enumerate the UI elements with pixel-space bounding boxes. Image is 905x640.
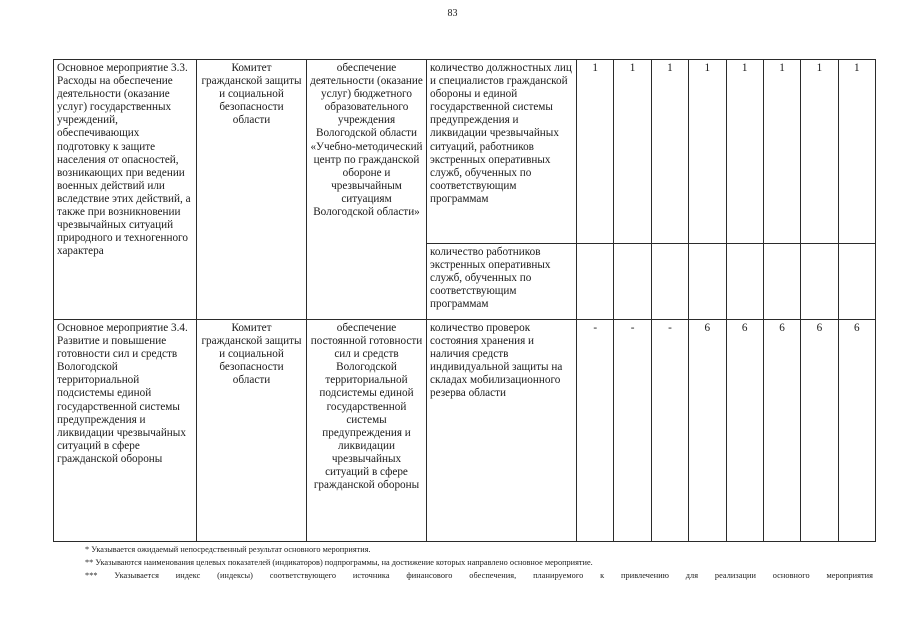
value-cell bbox=[801, 244, 838, 320]
expected-result-cell: обеспечение постоянной готовности сил и средств Вологодской территориальной подсистемы единой государственной системы предупреждения и ликвидации чрезвычайных ситуаций в сфере гражданской обороны bbox=[307, 320, 427, 542]
page-number: 83 bbox=[447, 8, 458, 19]
value-cell: 6 bbox=[726, 320, 763, 542]
value-cell: - bbox=[651, 320, 688, 542]
value-cell: 6 bbox=[689, 320, 726, 542]
value-cell: 1 bbox=[577, 60, 614, 244]
value-cell: 1 bbox=[689, 60, 726, 244]
value-cell: 1 bbox=[763, 60, 800, 244]
executor-cell: Комитет гражданской защиты и социальной безопасности области bbox=[197, 60, 307, 320]
value-cell bbox=[838, 244, 875, 320]
value-cell: 6 bbox=[801, 320, 838, 542]
measures-table bbox=[53, 59, 876, 542]
measure-name-cell: Основное мероприятие 3.3. Расходы на обеспечение деятельности (оказание услуг) государственных учреждений, обеспечивающих подготовку к защите населения от опасностей, возникающих при ведении военных действий или вследствие этих действий, а также при возникновении чрезвычайных ситуаций природного и техногенного характера bbox=[54, 60, 197, 320]
value-cell: 6 bbox=[763, 320, 800, 542]
value-cell bbox=[577, 244, 614, 320]
indicator-cell: количество должностных лиц и специалистов гражданской обороны и единой государственной системы предупреждения и ликвидации чрезвычайных ситуаций, работников экстренных оперативных служб, обученных по соответствующим программам bbox=[427, 60, 577, 244]
value-cell: 1 bbox=[651, 60, 688, 244]
expected-result-cell: обеспечение деятельности (оказание услуг) бюджетного образовательного учреждения Вологодской области «Учебно-методический центр по гражданской обороне и чрезвычайным ситуациям Вологодской области» bbox=[307, 60, 427, 320]
table-row bbox=[54, 60, 876, 244]
value-cell: 6 bbox=[838, 320, 875, 542]
indicator-cell: количество проверок состояния хранения и наличия средств индивидуальной защиты на складах мобилизационного резерва области bbox=[427, 320, 577, 542]
value-cell bbox=[614, 244, 651, 320]
value-cell: - bbox=[614, 320, 651, 542]
value-cell: 1 bbox=[838, 60, 875, 244]
value-cell: 1 bbox=[726, 60, 763, 244]
indicator-cell: количество работников экстренных оперативных служб, обученных по соответствующим программам bbox=[427, 244, 577, 320]
measure-name-cell: Основное мероприятие 3.4. Развитие и повышение готовности сил и средств Вологодской территориальной подсистемы единой государственной системы предупреждения и ликвидации чрезвычайных ситуаций в сфере гражданской обороны bbox=[54, 320, 197, 542]
value-cell: 1 bbox=[614, 60, 651, 244]
value-cell bbox=[763, 244, 800, 320]
table-row bbox=[54, 320, 876, 542]
footnote-expected-result: * Указывается ожидаемый непосредственный результат основного мероприятия. bbox=[85, 545, 371, 554]
value-cell bbox=[651, 244, 688, 320]
value-cell bbox=[689, 244, 726, 320]
value-cell bbox=[726, 244, 763, 320]
footnote-indicators: ** Указываются наименования целевых показателей (индикаторов) подпрограммы, на достижение которых направлено основное мероприятие. bbox=[85, 558, 593, 567]
value-cell: 1 bbox=[801, 60, 838, 244]
executor-cell: Комитет гражданской защиты и социальной безопасности области bbox=[197, 320, 307, 542]
value-cell: - bbox=[577, 320, 614, 542]
footnote-funding-source: *** Указывается индекс (индексы) соответствующего источника финансового обеспечения, планируемого к привлечению для реализации основного мероприятия bbox=[85, 571, 873, 580]
